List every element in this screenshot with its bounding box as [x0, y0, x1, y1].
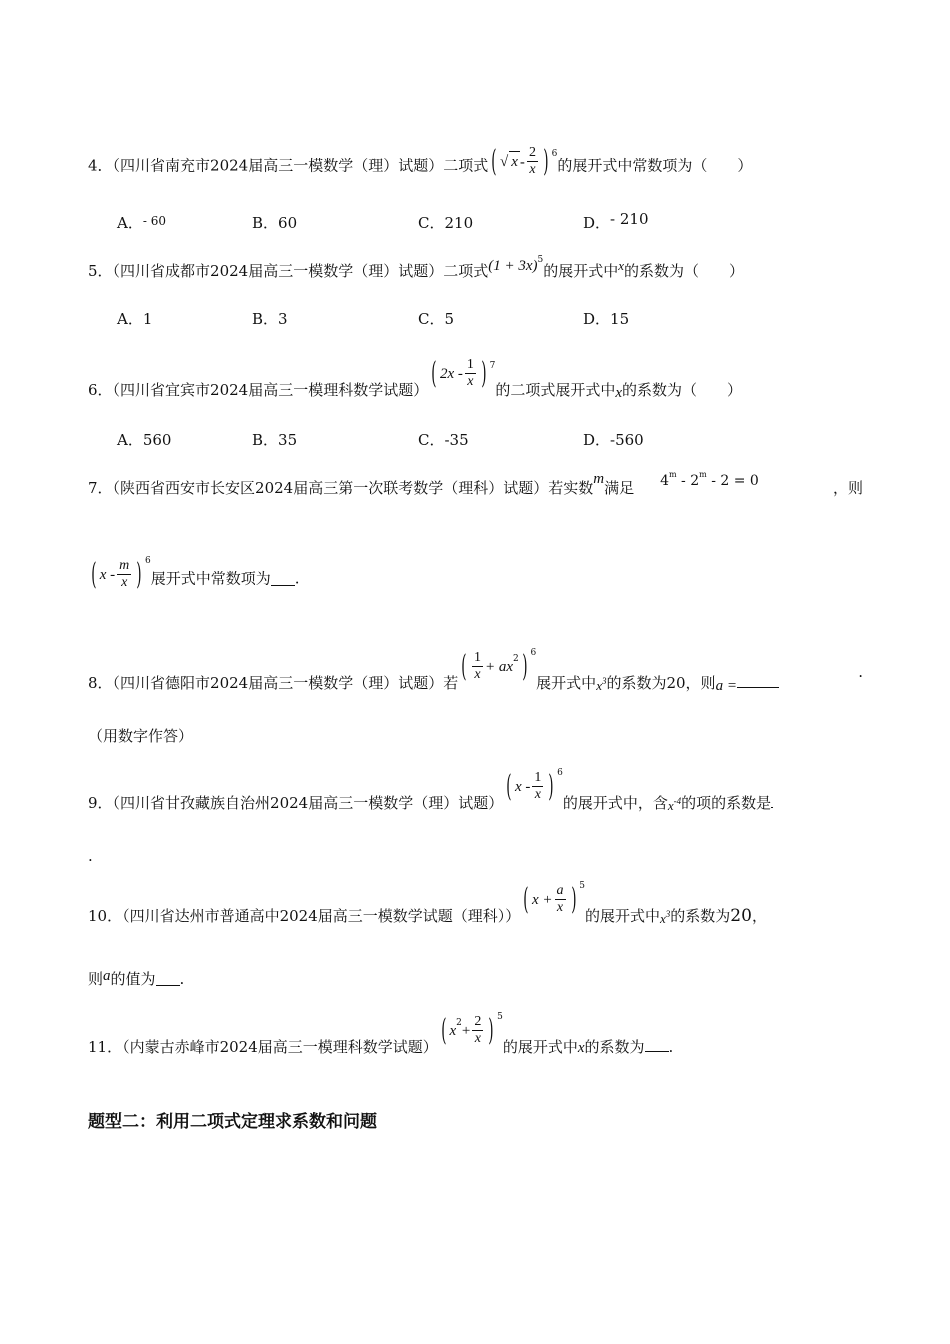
option-a: A．$^{- 60}$: [117, 214, 166, 232]
question-9: 9．（四川省甘孜藏族自治州2024届高三一模数学（理）试题） ( x - $\frac{1}{x}$ ) 6 的展开式中，含$x^{-4}$的项的系数是: [88, 767, 772, 813]
question-source: （四川省宜宾市2024届高三一模理科数学试题）: [112, 380, 429, 399]
option-b: B．35: [252, 431, 298, 449]
answer-blank: [645, 1037, 669, 1052]
math-expression: $(1 + 3x)^5$: [488, 255, 544, 274]
answer-blank: [156, 971, 180, 986]
question-source: （陕西省西安市长安区2024届高三第一次联考数学（理科）试题）若实数: [112, 479, 594, 497]
question-number: 6．: [88, 380, 113, 399]
section-heading: 题型二：利用二项式定理求系数和问题: [88, 1112, 377, 1132]
math-expression: ( x + $\frac{a}{x}$ ) 5: [523, 880, 585, 917]
math-expression: ( √ x - $\frac{2}{x}$ ) 6: [491, 143, 558, 179]
option-c: C．5: [418, 310, 455, 328]
math-variable: $x^3$: [660, 908, 671, 926]
question-4: [88, 145, 752, 178]
question-number: 9．: [88, 793, 113, 812]
question-6: 6．（四川省宜宾市2024届高三一模理科数学试题） ( 2x - $\frac{1}{x}$ ) 7 的二项式展开式中x的系数为（ ）: [88, 355, 743, 401]
question-source: （四川省成都市2024届高三一模数学（理）试题）二项式: [112, 262, 489, 280]
math-expression: ( $\frac{1}{x}$ + ax 2 ) 6: [461, 647, 537, 684]
question-11: 11．（内蒙古赤峰市2024届高三一模理科数学试题） ( x 2 + $\frac{2}{x}$ ) 5 的展开式中x的系数为 .: [88, 1011, 674, 1056]
question-number: 4．: [88, 156, 113, 175]
math-expression: ( x - $\frac{m}{x}$ ) 6: [91, 555, 151, 592]
question-10-line-2: 则a的值为 .: [88, 968, 185, 988]
math-variable: $x^3$: [596, 675, 607, 693]
math-variable: x: [577, 1039, 585, 1056]
math-expression: ( x 2 + $\frac{2}{x}$ ) 5: [441, 1011, 503, 1048]
option-d: D．- 210: [583, 210, 649, 232]
question-number: 5．: [88, 262, 113, 280]
question-5: 5．（四川省成都市2024届高三一模数学（理）试题）二项式$(1 + 3x)^5$的展开式中x的系数为（ ）: [88, 255, 745, 280]
math-variable: $x^{-4}$: [667, 795, 682, 813]
question-number: 7．: [88, 479, 113, 497]
math-equation: 4$^m$ - 2$^m$ - 2 = 0: [660, 470, 759, 489]
option-c: C．-35: [418, 431, 469, 449]
question-source: （四川省甘孜藏族自治州2024届高三一模数学（理）试题）: [112, 793, 504, 812]
question-number: 11．: [88, 1037, 123, 1056]
answer-blank: [737, 673, 779, 688]
question-8: 8．（四川省德阳市2024届高三一模数学（理）试题）若 ( $\frac{1}{x}$ + ax 2 ) 6 展开式中$x^3$的系数为20，则a = .: [88, 647, 863, 694]
question-number: 8．: [88, 673, 113, 692]
answer-blank: [271, 571, 295, 586]
question-9-end: .: [88, 847, 93, 865]
answer-blank: [771, 793, 773, 808]
question-source: （内蒙古赤峰市2024届高三一模理科数学试题）: [122, 1037, 438, 1056]
question-10: 10．（四川省达州市普通高中2024届高三一模数学试题（理科）） ( x + $\frac{a}{x}$ ) 5 的展开式中$x^3$的系数为20，: [88, 880, 767, 926]
question-number: 10．: [88, 906, 123, 925]
question-7-line-2: ( x - $\frac{m}{x}$ ) 6 展开式中常数项为 .: [88, 558, 300, 591]
option-d: D．-560: [583, 431, 644, 449]
math-expression: ( 2x - $\frac{1}{x}$ ) 7: [431, 355, 496, 391]
question-source: （四川省德阳市2024届高三一模数学（理）试题）若: [112, 673, 459, 692]
option-d: D．15: [583, 310, 630, 328]
math-variable: m: [593, 471, 605, 487]
question-source: （四川省达州市普通高中2024届高三一模数学试题（理科））: [122, 906, 521, 925]
math-variable: x: [618, 258, 625, 273]
question-7: 7．（陕西省西安市长安区2024届高三第一次联考数学（理科）试题）若实数m满足 4$^m$ - 2$^m$ - 2 = 0 ，则: [88, 470, 863, 497]
option-b: B．60: [252, 214, 298, 232]
question-tail: 的展开式中常数项为（ ）: [557, 156, 753, 175]
math-expression: ( x - $\frac{1}{x}$ ) 6: [506, 767, 563, 804]
option-a: A．560: [117, 431, 172, 449]
option-a: A．1: [117, 310, 153, 328]
option-b: B．3: [252, 310, 288, 328]
option-c: C．210: [418, 214, 474, 232]
math-variable: x: [615, 384, 622, 401]
question-8-note: （用数字作答）: [88, 727, 194, 745]
question-source: （四川省南充市2024届高三一模数学（理）试题）二项式: [112, 156, 489, 175]
